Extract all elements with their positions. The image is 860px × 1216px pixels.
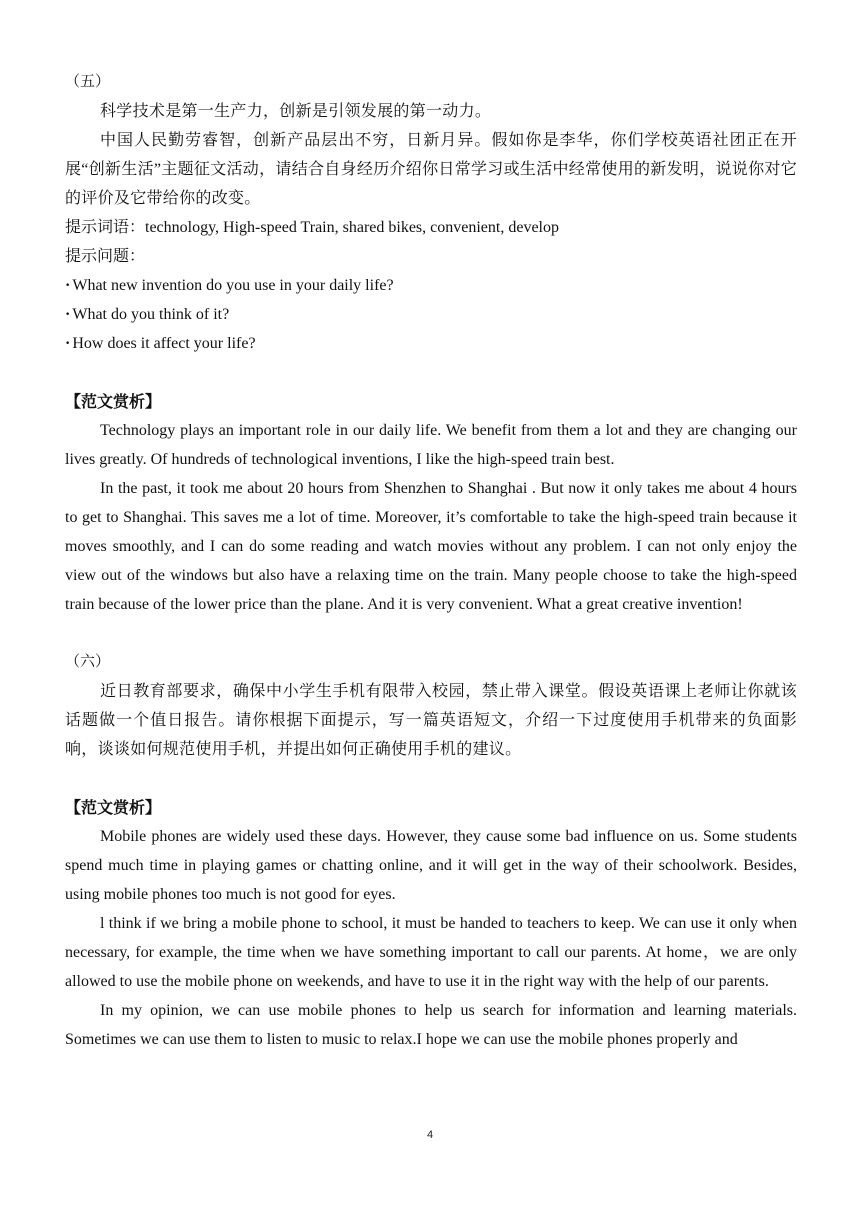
question-item: · What new invention do you use in your daily life? [65, 271, 797, 300]
model-paragraph: l think if we bring a mobile phone to school, it must be handed to teachers to keep. We can use it only when necessary, for example, the time when we have something important to call our parents. At home，we are only allowed to use the mobile phone on weekends, and have to use it in the right way with the help of our parents. [65, 915, 797, 990]
model-paragraph: Technology plays an important role in our daily life. We benefit from them a lot and they are changing our lives greatly. Of hundreds of technological inventions, I like the high-speed train best. [65, 422, 797, 468]
model-paragraph: In my opinion, we can use mobile phones to help us search for information and learning materials. Sometimes we can use them to listen to music to relax.I hope we can use the mobile phones properly and [65, 1002, 797, 1048]
spacer [65, 358, 797, 387]
page-number: 4 [426, 1129, 434, 1141]
hint-questions-label: 提示问题： [65, 248, 146, 265]
spacer [65, 619, 797, 648]
section-6-label: （六） [65, 654, 111, 670]
question-item: · How does it affect your life? [65, 329, 797, 358]
section-5-prompt-line-1: 科学技术是第一生产力，创新是引领发展的第一动力。 [100, 103, 492, 120]
model-paragraph: In the past, it took me about 20 hours from Shenzhen to Shanghai . But now it only takes me about 4 hours to get to Shanghai. This saves me a lot of time. Moreover, it’s comfortable to take the high-speed train because it moves smoothly, and I can do some reading and watch movies without any problem. I can not only enjoy the view out of the windows but also have a relaxing time on the train. Many people choose to take the high-speed train because of the lower price than the plane. And it is very convenient. What a great creative invention! [65, 480, 797, 613]
section-5-model-heading: 【范文赏析】 [65, 392, 162, 411]
section-6-model-heading: 【范文赏析】 [65, 798, 162, 817]
page-content [65, 68, 797, 1054]
hint-words: 提示词语：technology, High-speed Train, shared bikes, convenient, develop [65, 219, 559, 236]
question-item: · What do you think of it? [65, 300, 797, 329]
section-5-label: （五） [65, 74, 111, 90]
section-5-prompt-line-2: 中国人民勤劳睿智，创新产品层出不穷，日新月异。假如你是李华，你们学校英语社团正在开展“创新生活”主题征文活动，请结合自身经历介绍你日常学习或生活中经常使用的新发明，说说你对它的评价及它带给你的改变。 [65, 132, 798, 207]
section-6-prompt: 近日教育部要求，确保中小学生手机有限带入校园，禁止带入课堂。假设英语课上老师让你就该话题做一个值日报告。请你根据下面提示，写一篇英语短文，介绍一下过度使用手机带来的负面影响，谈谈如何规范使用手机，并提出如何正确使用手机的建议。 [65, 683, 797, 758]
spacer [65, 764, 797, 793]
model-paragraph: Mobile phones are widely used these days. However, they cause some bad influence on us. Some students spend much time in playing games or chatting online, and it will get in the way of their schoolwork. Besides, using mobile phones too much is not good for eyes. [65, 828, 797, 903]
